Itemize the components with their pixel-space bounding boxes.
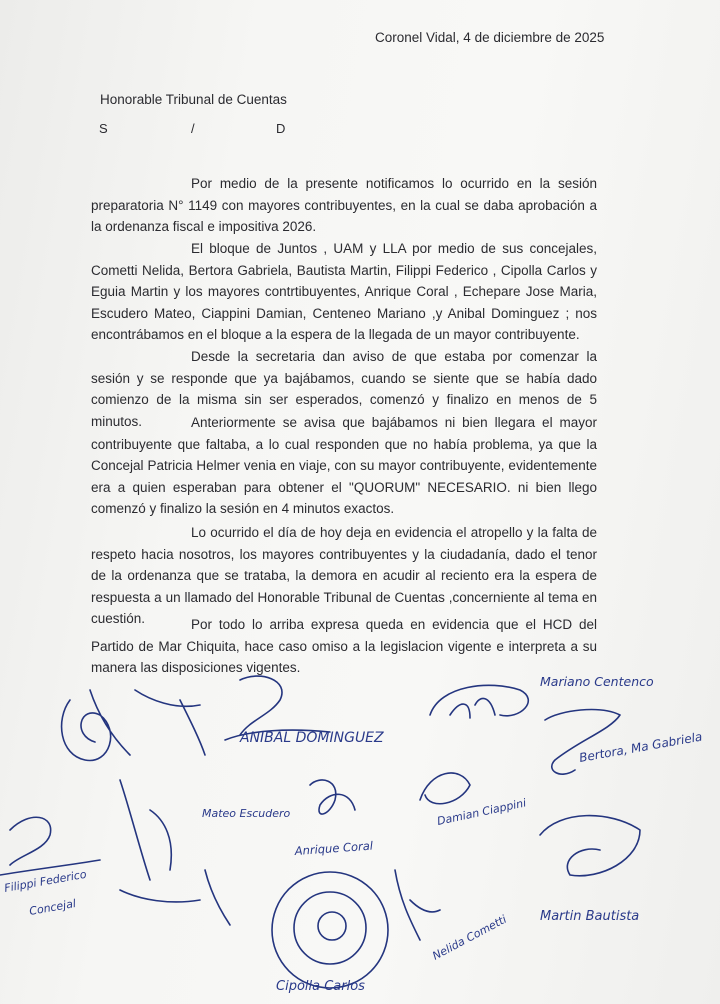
paragraph-1-text: Por medio de la presente notificamos lo ocurrido en la sesión preparatoria N° 1149 con mayores contribuyentes, en la cual se daba aprobación a la ordenanza fiscal e impositiva 2026. — [91, 176, 597, 234]
signature-filippi — [0, 817, 100, 918]
signature-cipolla — [272, 872, 388, 994]
signature-centeneo — [430, 674, 654, 718]
paragraph-5-text: Lo ocurrido el día de hoy deja en evidencia el atropello y la falta de respeto hacia nosotros, los mayores contribuyentes y la ciudadanía, dado el tenor de la ordenanza que se trataba, la demora en acudir al reciento era la espera de respuesta a un llamado del Honorable Tribunal de Cuentas ,concerniente al tema en cuestión. — [91, 525, 597, 626]
signature-escudero — [202, 780, 355, 820]
paragraph-2 — [91, 238, 597, 346]
paragraph-1 — [91, 173, 597, 238]
signature-dominguez — [62, 676, 384, 760]
aclaracion-escudero: Mateo Escudero — [202, 807, 291, 820]
signature-bertora — [545, 710, 703, 775]
aclaracion-centeneo: Mariano Centenco — [540, 674, 654, 689]
signature-eguia — [120, 780, 230, 925]
paragraph-3-text: Desde la secretaria dan aviso de que estaba por comenzar la sesión y se responde que ya bajábamos, cuando se siente que se había dado comienzo de la misma sin ser esperados, comenzó y finalizo en menos de 5 minutos. — [91, 349, 597, 429]
aclaracion-cipolla: Cipolla Carlos — [276, 979, 365, 994]
salutation-s: S — [99, 121, 108, 136]
signature-cometti — [395, 870, 509, 963]
aclaracion-concejal: Concejal — [28, 896, 77, 918]
aclaracion-coral: Anrique Coral — [294, 838, 374, 858]
paragraph-6-text: Por todo lo arriba expresa queda en evidencia que el HCD del Partido de Mar Chiquita, hace caso omiso a la legislacion vigente e interpreta a su manera las disposiciones vigentes. — [91, 617, 597, 675]
aclaracion-filippi: Filippi Federico — [3, 867, 88, 895]
place-date: Coronel Vidal, 4 de diciembre de 2025 — [375, 30, 605, 45]
salutation-d: D — [276, 121, 286, 136]
paragraph-2-text: El bloque de Juntos , UAM y LLA por medio de sus concejales, Cometti Nelida, Bertora Gabriela, Bautista Martin, Filippi Federico , Cipolla Carlos y Eguia Martin y los mayores contrtibuyentes, Anrique Coral , Echepare Jose Maria, Escudero Mateo, Ciappini Damian, Centeneo Mariano ,y Anibal Dominguez ; nos encontrábamos en el bloque a la espera de la llegada de un mayor contribuyente. — [91, 241, 597, 342]
aclaracion-bautista: Martin Bautista — [540, 909, 640, 924]
signature-bautista — [540, 816, 640, 924]
aclaracion-bertora: Bertora, Ma Gabriela — [578, 729, 704, 765]
aclaracion-ciappini: Damian Ciappini — [435, 796, 528, 828]
signatures-area — [0, 660, 720, 1004]
paragraph-4-text: Anteriormente se avisa que bajábamos ni bien llegara el mayor contribuyente que faltaba, a lo cual responden que no había problema, ya que la Concejal Patricia Helmer venia en viaje, con su mayor contribuyente, evidentemente era a quien esperaban para obtener el "QUORUM" NECESARIO. ni bien llego comenzó y finalizo la sesión en 4 minutos exactos. — [91, 415, 597, 516]
signature-ciappini — [420, 773, 527, 828]
aclaracion-cometti: Nelida Cometti — [430, 912, 509, 963]
recipient: Honorable Tribunal de Cuentas — [100, 92, 287, 107]
aclaracion-dominguez: ANIBAL DOMINGUEZ — [240, 730, 384, 746]
salutation-slash: / — [191, 121, 195, 136]
paragraph-4 — [91, 412, 597, 520]
